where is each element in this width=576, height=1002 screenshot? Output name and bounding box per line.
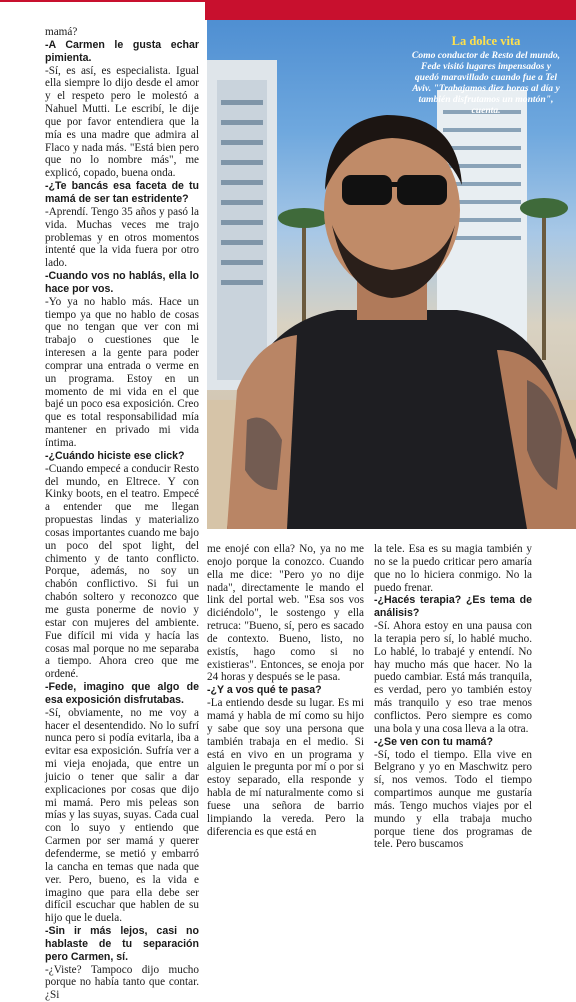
top-accent-line <box>0 0 205 2</box>
portrait-photo <box>207 20 576 529</box>
interview-answer: -Sí, todo el tiempo. Ella vive en Belgrano y yo en Maschwitz pero sí, nos vemos. Todo el tiempo compartimos aunque me gustaría más. Tengo muchos viajes por el mundo y ella trabaja mucho porque tiene dos programas de tele. Pero buscamos <box>374 748 532 851</box>
interview-answer: -Sí, es así, es especialista. Igual ella siempre lo dijo desde el amor y el respeto pero le molestó a Nahuel Mutti. Le escribí, le dije que por favor entendiera que la mía es una madre que admira al Flaco y nada más. "Está bien pero que no lo nombre más", me explicó, copado, buena onda. <box>45 64 199 180</box>
interview-answer: mamá? <box>45 26 78 38</box>
interview-question: -Sin ir más lejos, casi no hablaste de tu separación pero Carmen, sí. <box>45 925 199 963</box>
interview-answer: -Yo ya no hablo más. Hace un tiempo ya que no hablo de cosas que no tengan que ver con mi trabajo o cuestiones que le interesen a la gente para poder comprar una entrada o verme en un programa. Estoy en un momento de mi vida en el que bajé un poco esa exposición. Creo que es total responsabilidad mía mantener en privado mi vida íntima. <box>45 295 199 449</box>
top-accent-bar <box>0 0 576 20</box>
interview-question: -¿Te bancás esa faceta de tu mamá de ser tan estridente? <box>45 180 199 205</box>
interview-answer: -La entiendo desde su lugar. Es mi mamá y habla de mí como su hijo y sabe que soy una persona que también trabaja en el medio. Si está en vivo en un programa y alguien le pregunta por mí o por si estoy separado, ella responde y habla de mí naturalmente como si fuese una señora de barrio limpiando la vereda. Pero la diferencia es que está en <box>207 697 364 838</box>
interview-question: -A Carmen le gusta echar pimienta. <box>45 38 199 64</box>
text-column-middle <box>207 543 364 838</box>
interview-answer: -Cuando empecé a conducir Resto del mundo, en Eltrece. Y con Kinky boots, en el teatro. Empecé a entender que me llegan propuestas lindas y materializo cosas importantes cuando me bajo un poco del spot light, del chimento y de tanto conflicto. Porque, además, no soy un chabón conflictivo. Si fui un chabón soltero y reconozco que me gusta ponerme de novio y estar con mujeres del ambiente. Fue difícil mi vida y hacía las cosas mal porque no me separaba a tiempo. Ahora creo que me ordené. <box>45 462 199 681</box>
interview-question: -¿Se ven con tu mamá? <box>374 735 493 748</box>
interview-question: -Fede, imagino que algo de esa exposición disfrutabas. <box>45 681 199 706</box>
interview-answer: -Sí. Ahora estoy en una pausa con la terapia pero sí, lo hablé mucho. Lo hablé, lo trabajé y entendí. No hay mucho más que hacer. No la puedo cambiar. Está más tranquila, es verdad, pero yo también estoy más tranquilo y eso trae menos conflictos. Pero siempre es como una bola y una cosa lleva a la otra. <box>374 620 532 735</box>
interview-answer: -¿Viste? Tampoco dijo mucho porque no había tanto que contar. ¿Si <box>45 963 199 1002</box>
caption-title: La dolce vita <box>451 34 521 48</box>
interview-answer: -Sí, obviamente, no me voy a hacer el desentendido. No lo sufrí nunca pero si podía evitarla, iba a evitar esa exposición. Sufría ver a mi vieja enojada, que entre un juicio o tener que salir a dar explicaciones por cosas que dijo mi mamá. Pero mis peleas son mías y las suyas, suyas. Cada cual con lo suyo y entiendo que Carmen por ser mamá y querer defenderme, se metió y embarró la cancha en temas que nada que ver. Pero, bueno, es la vida e imagino que para ella debe ser difícil escuchar que hablen de su hijo que le duela. <box>45 706 199 925</box>
text-column-right <box>374 543 532 851</box>
interview-answer: la tele. Esa es su magia también y no se la puedo criticar pero amaría que no lo hiciera conmigo. No la puedo frenar. <box>374 543 532 594</box>
interview-question: -¿Hacés terapia? ¿Es tema de análisis? <box>374 594 532 620</box>
interview-answer: -Aprendí. Tengo 35 años y pasó la vida. Muchas veces me trajo problemas y en otros momentos intenté que la vida fuera por otro lado. <box>45 205 199 270</box>
photo-caption <box>411 34 561 116</box>
interview-question: -¿Y a vos qué te pasa? <box>207 684 322 697</box>
caption-body: Como conductor de Resto del mundo, Fede visitó lugares impensados y quedó maravillado cuando fue a Tel Aviv. "Trabajamos diez horas al día y también disfrutamos un montón", cuenta. <box>411 50 561 116</box>
interview-question: -Cuando vos no hablás, ella lo hace por vos. <box>45 270 199 295</box>
top-accent-band <box>205 0 576 20</box>
interview-question: -¿Cuándo hiciste ese click? <box>45 449 185 462</box>
interview-answer: me enojé con ella? No, ya no me enojo porque la conozco. Cuando ella me dice: "Pero yo no dije nada", directamente le mando el link del portal web. "Esa sos vos diciéndolo", le sostengo y ella retruca: "Bueno, sí, pero es sacado de contexto. Bueno, listo, no existís, hago como si no existieras". Entonces, se enoja por 24 horas y después se le pasa. <box>207 543 364 684</box>
text-column-left <box>45 26 199 1002</box>
